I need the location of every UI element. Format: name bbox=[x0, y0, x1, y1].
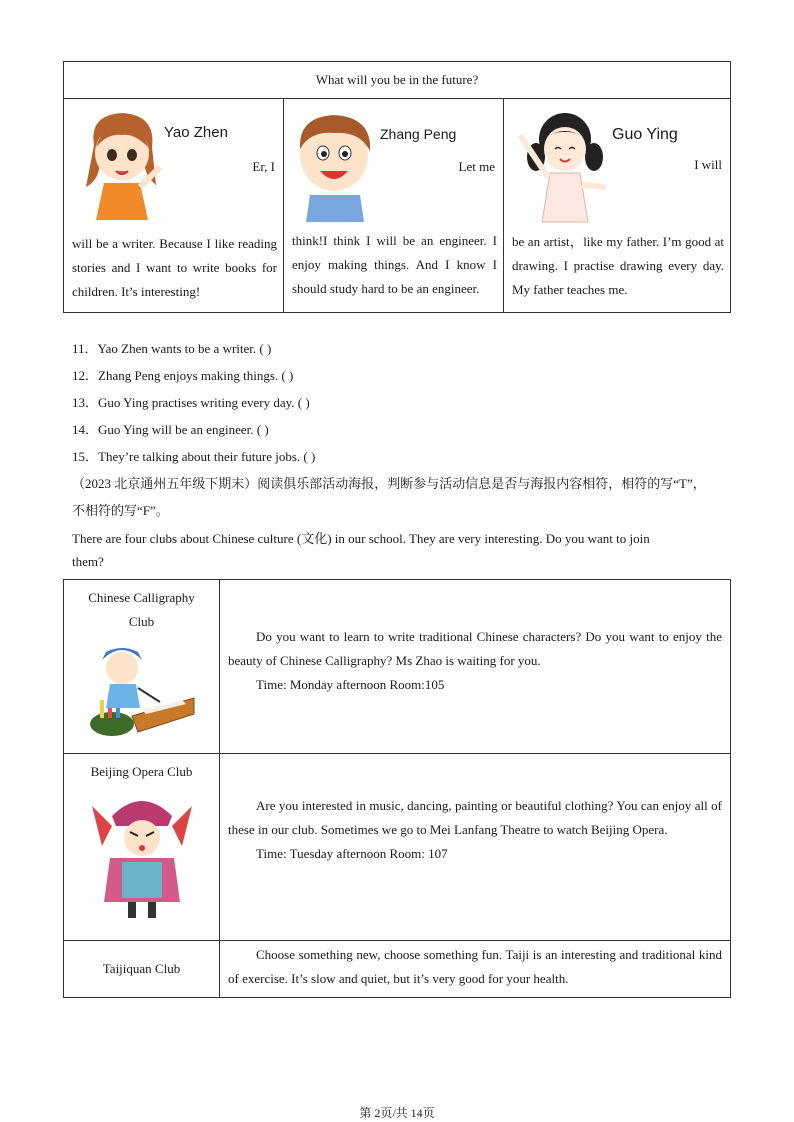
intro-line-2: them? bbox=[72, 554, 104, 569]
instruction-line-1: （2023 北京通州五年级下期末）阅读俱乐部活动海报，判断参与活动信息是否与海报内容相符，相符的写“T”， bbox=[72, 476, 706, 491]
club-desc-cell bbox=[220, 941, 731, 998]
boy-engineer-icon bbox=[290, 105, 380, 223]
person-cell-zhang-peng bbox=[284, 99, 504, 313]
beijing-opera-icon bbox=[82, 786, 202, 922]
club-description: Do you want to learn to write traditional Chinese characters? Do you want to enjoy the beauty of Chinese Calligraphy? Ms Zhao is waiting for you. bbox=[228, 629, 722, 668]
club-time: Time: Tuesday afternoon Room: 107 bbox=[256, 846, 448, 861]
person-body-text: be an artist，like my father. I’m good at drawing. I practise drawing every day. My father teaches me. bbox=[512, 234, 724, 297]
person-lead-text: I will bbox=[694, 157, 722, 172]
person-lead-text: Let me bbox=[458, 159, 495, 174]
club-name-cell bbox=[64, 580, 220, 754]
club-name-cell bbox=[64, 754, 220, 941]
club-name-cell bbox=[64, 941, 220, 998]
person-name: Yao Zhen bbox=[164, 124, 228, 141]
person-body-text: think!I think I will be an engineer. I enjoy making things. And I know I should study hard to be an engineer. bbox=[292, 233, 497, 296]
club-description: Choose something new, choose something fun. Taiji is an interesting and traditional kind of exercise. It’s slow and quiet, but it’s very good for your health. bbox=[228, 947, 722, 986]
club-desc-cell bbox=[220, 754, 731, 941]
person-name: Guo Ying bbox=[612, 126, 678, 143]
future-jobs-table bbox=[63, 61, 731, 313]
question-15: 15．They’re talking about their future jobs. ( ) bbox=[72, 449, 316, 464]
girl-writer-icon bbox=[74, 105, 169, 223]
person-cell-guo-ying bbox=[504, 99, 731, 313]
question-13: 13．Guo Ying practises writing every day. ( ) bbox=[72, 395, 310, 410]
question-12: 12．Zhang Peng enjoys making things. ( ) bbox=[72, 368, 294, 383]
girl-artist-icon bbox=[510, 105, 620, 223]
clubs-table bbox=[63, 579, 731, 998]
club-name: Chinese Calligraphy Club bbox=[88, 590, 195, 629]
person-body-text: will be a writer. Because I like reading stories and I want to write books for children. It’s interesting! bbox=[72, 236, 277, 299]
club-description: Are you interested in music, dancing, painting or beautiful clothing? You can enjoy all of these in our club. Sometimes we go to Mei Lanfang Theatre to watch Beijing Opera. bbox=[228, 798, 722, 837]
calligraphy-boy-icon bbox=[82, 638, 202, 738]
table-header: What will you be in the future? bbox=[64, 62, 731, 99]
person-cell-yao-zhen bbox=[64, 99, 284, 313]
person-lead-text: Er, I bbox=[252, 159, 275, 174]
person-name: Zhang Peng bbox=[380, 126, 457, 142]
page-footer: 第 2页/共 14页 bbox=[359, 1106, 435, 1120]
instruction-line-2: 不相符的写“F”。 bbox=[72, 503, 169, 518]
club-name: Beijing Opera Club bbox=[90, 764, 193, 779]
question-11: 11．Yao Zhen wants to be a writer. ( ) bbox=[72, 341, 272, 356]
club-name: Taijiquan Club bbox=[102, 961, 181, 976]
club-time: Time: Monday afternoon Room:105 bbox=[256, 677, 445, 692]
intro-line-1: There are four clubs about Chinese culture (文化) in our school. They are very interesting. Do you want to join bbox=[72, 531, 650, 546]
question-14: 14．Guo Ying will be an engineer. ( ) bbox=[72, 422, 269, 437]
club-desc-cell bbox=[220, 580, 731, 754]
